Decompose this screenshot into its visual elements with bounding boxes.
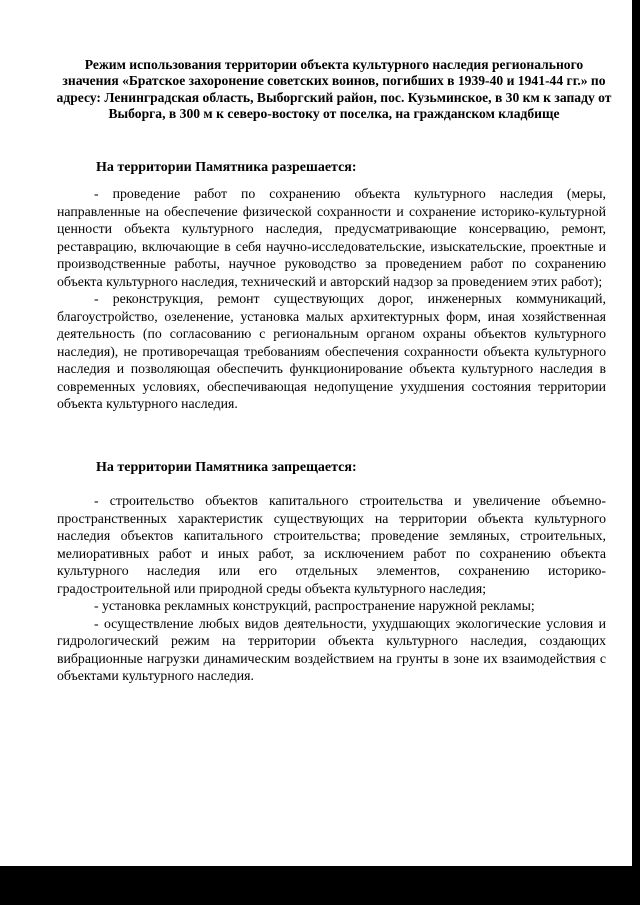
forbidden-list (57, 492, 606, 685)
forbidden-item: - установка рекламных конструкций, распространение наружной рекламы; (94, 598, 535, 613)
allowed-item: - реконструкция, ремонт существующих дорог, инженерных коммуникаций, благоустройство, озеленение, установка малых архитектурных форм, иная хозяйственная деятельность (по согласованию с региональным органом охраны объектов культурного наследия), не противоречащая требованиям обеспечения сохранности объекта культурного наследия и позволяющая обеспечить функционирование объекта культурного наследия в современных условиях, обеспечивающая недопущение ухудшения состояния территории объекта культурного наследия. (57, 291, 606, 411)
allowed-heading: На территории Памятника разрешается: (96, 160, 357, 175)
allowed-item: - проведение работ по сохранению объекта культурного наследия (меры, направленные на обеспечение физической сохранности и сохранение историко-культурной ценности объекта культурного наследия, предусматривающие консервацию, ремонт, реставрацию, включающие в себя научно-исследовательские, изыскательские, проектные и производственные работы, научное руководство за проведением работ по сохранению объекта культурного наследия, технический и авторский надзор за проведением этих работ); (57, 186, 606, 289)
document-title: Режим использования территории объекта культурного наследия регионального значения «Братское захоронение советских воинов, погибших в 1939-40 и 1941-44 гг.» по адресу: Ленинградская область, Выборгский район, пос. Кузьминское, в 30 км к западу от Выборга, в 300 м к северо-востоку от поселка, на гражданском кладбище (56, 57, 612, 122)
forbidden-item: - строительство объектов капитального строительства и увеличение объемно-пространственных характеристик существующих на территории объекта культурного наследия объектов капитального строительства; проведение земляных, строительных, мелиоративных работ и иных работ, за исключением работ по сохранению объекта культурного наследия или его отдельных элементов, сохранению историко-градостроительной или природной среды объекта культурного наследия; (57, 493, 606, 596)
forbidden-heading: На территории Памятника запрещается: (96, 460, 357, 475)
allowed-list (57, 185, 606, 413)
forbidden-item: - осуществление любых видов деятельности, ухудшающих экологические условия и гидрологический режим на территории объекта культурного наследия, создающих вибрационные нагрузки динамическим воздействием на грунты в зоне их взаимодействия с объектами культурного наследия. (57, 615, 606, 683)
scan-border (0, 866, 640, 905)
